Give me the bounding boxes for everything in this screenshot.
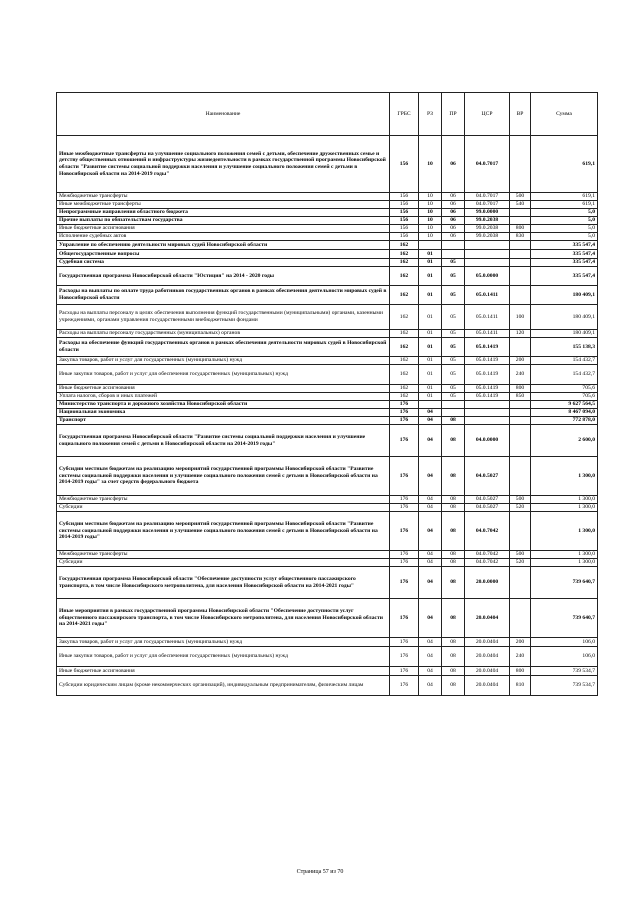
cell-name: Расходы на выплаты по оплате труда работников государственных органов в рамках обеспечения деятельности мировых судей в Новосибирской области xyxy=(57,286,390,305)
cell-csr xyxy=(465,409,510,417)
cell-grbs: 162 xyxy=(390,338,419,357)
cell-pr: 08 xyxy=(442,567,465,599)
cell-sum: 106,0 xyxy=(531,638,598,647)
cell-name: Межбюджетные трансферты xyxy=(57,551,390,559)
cell-pr: 08 xyxy=(442,504,465,512)
cell-rz: 01 xyxy=(419,357,442,365)
cell-rz: 10 xyxy=(419,217,442,225)
cell-pr: 06 xyxy=(442,217,465,225)
cell-vr xyxy=(510,512,531,551)
column-header-name: Наименование xyxy=(57,93,390,136)
cell-sum: 619,1 xyxy=(531,136,598,193)
table-row xyxy=(57,401,598,409)
cell-pr: 08 xyxy=(442,512,465,551)
cell-grbs: 176 xyxy=(390,457,419,496)
cell-sum: 154 432,7 xyxy=(531,365,598,385)
cell-name: Расходы на выплаты персоналу в целях обеспечения выполнения функций государственными (муниципальными) органами, казенными учреждениями, органами управления государственными внебюджетными фондами xyxy=(57,305,390,330)
cell-vr: 500 xyxy=(510,496,531,504)
table-header-row xyxy=(57,93,598,136)
cell-pr: 05 xyxy=(442,330,465,338)
cell-sum: 2 600,0 xyxy=(531,425,598,457)
cell-name: Иные бюджетные ассигнования xyxy=(57,667,390,676)
cell-name: Иные мероприятия в рамках государственной программы Новосибирской области "Обеспечение доступности услуг общественного пассажирского транспорта, в том числе Новосибирского метрополитена, для населения Новосибирской области на 2014-2021 годы" xyxy=(57,599,390,638)
cell-vr xyxy=(510,599,531,638)
table-row xyxy=(57,365,598,385)
cell-csr: 05.0.1411 xyxy=(465,305,510,330)
cell-rz: 10 xyxy=(419,193,442,201)
cell-grbs: 156 xyxy=(390,217,419,225)
cell-vr xyxy=(510,250,531,259)
cell-pr: 05 xyxy=(442,267,465,286)
cell-grbs: 176 xyxy=(390,401,419,409)
table-row xyxy=(57,136,598,193)
column-header-csr: ЦСР xyxy=(465,93,510,136)
table-row xyxy=(57,201,598,209)
cell-name: Межбюджетные трансферты xyxy=(57,496,390,504)
cell-name: Государственная программа Новосибирской области "Обеспечение доступности услуг общественного пассажирского транспорта, в том числе Новосибирского метрополитена, для населения Новосибирской области на 2014-2021 годы" xyxy=(57,567,390,599)
cell-grbs: 162 xyxy=(390,385,419,393)
cell-csr: 04.0.0000 xyxy=(465,425,510,457)
cell-name: Иные бюджетные ассигнования xyxy=(57,385,390,393)
cell-rz: 01 xyxy=(419,305,442,330)
cell-sum: 1 300,0 xyxy=(531,512,598,551)
cell-name: Субсидии местным бюджетам на реализацию мероприятий государственной программы Новосибирской области "Развитие системы социальной поддержки населения и улучшение социального положения семей с детьми в Новосибирской области на 2014-2019 годы" xyxy=(57,512,390,551)
cell-grbs: 162 xyxy=(390,250,419,259)
cell-grbs: 176 xyxy=(390,559,419,567)
cell-sum: 106,0 xyxy=(531,647,598,667)
table-row xyxy=(57,267,598,286)
cell-grbs: 176 xyxy=(390,504,419,512)
cell-grbs: 156 xyxy=(390,233,419,241)
cell-pr: 05 xyxy=(442,286,465,305)
cell-csr: 04.0.7042 xyxy=(465,559,510,567)
cell-sum: 8 467 094,0 xyxy=(531,409,598,417)
cell-sum: 5,0 xyxy=(531,209,598,217)
cell-rz: 04 xyxy=(419,417,442,425)
cell-grbs: 156 xyxy=(390,136,419,193)
cell-pr: 08 xyxy=(442,559,465,567)
cell-name: Закупка товаров, работ и услуг для государственных (муниципальных) нужд xyxy=(57,638,390,647)
column-header-vr: ВР xyxy=(510,93,531,136)
table-row xyxy=(57,330,598,338)
cell-csr: 05.0.1419 xyxy=(465,338,510,357)
cell-sum: 739 534,7 xyxy=(531,667,598,676)
cell-csr: 05.0.1411 xyxy=(465,286,510,305)
cell-vr xyxy=(510,401,531,409)
table-row xyxy=(57,393,598,401)
cell-grbs: 156 xyxy=(390,225,419,233)
table-row xyxy=(57,233,598,241)
cell-pr: 08 xyxy=(442,496,465,504)
cell-vr: 520 xyxy=(510,559,531,567)
cell-pr: 06 xyxy=(442,193,465,201)
cell-rz: 01 xyxy=(419,365,442,385)
cell-name: Субсидии xyxy=(57,504,390,512)
table-row xyxy=(57,193,598,201)
cell-sum: 739 640,7 xyxy=(531,599,598,638)
cell-rz: 04 xyxy=(419,667,442,676)
cell-pr xyxy=(442,250,465,259)
cell-sum: 739 534,7 xyxy=(531,676,598,696)
cell-sum: 1 300,0 xyxy=(531,559,598,567)
cell-vr: 200 xyxy=(510,638,531,647)
cell-sum: 154 432,7 xyxy=(531,357,598,365)
cell-pr: 06 xyxy=(442,201,465,209)
cell-rz: 04 xyxy=(419,599,442,638)
cell-vr xyxy=(510,457,531,496)
column-header-rz: РЗ xyxy=(419,93,442,136)
cell-csr: 20.0.0404 xyxy=(465,599,510,638)
cell-vr xyxy=(510,409,531,417)
cell-vr: 240 xyxy=(510,365,531,385)
cell-grbs: 162 xyxy=(390,393,419,401)
cell-name: Уплата налогов, сборов и иных платежей xyxy=(57,393,390,401)
cell-vr: 500 xyxy=(510,551,531,559)
cell-vr xyxy=(510,286,531,305)
cell-grbs: 176 xyxy=(390,409,419,417)
cell-grbs: 156 xyxy=(390,193,419,201)
cell-name: Субсидии xyxy=(57,559,390,567)
cell-csr: 05.0.1419 xyxy=(465,357,510,365)
cell-csr xyxy=(465,401,510,409)
cell-vr: 100 xyxy=(510,305,531,330)
cell-pr: 08 xyxy=(442,457,465,496)
cell-vr: 850 xyxy=(510,393,531,401)
cell-csr: 05.0.1411 xyxy=(465,330,510,338)
cell-sum: 180 409,1 xyxy=(531,286,598,305)
cell-csr: 05.0.1419 xyxy=(465,393,510,401)
cell-vr: 120 xyxy=(510,330,531,338)
cell-name: Судебная система xyxy=(57,259,390,267)
cell-rz xyxy=(419,401,442,409)
cell-name: Исполнение судебных актов xyxy=(57,233,390,241)
cell-rz: 04 xyxy=(419,567,442,599)
cell-pr: 08 xyxy=(442,638,465,647)
cell-rz xyxy=(419,241,442,250)
cell-grbs: 162 xyxy=(390,365,419,385)
cell-rz: 04 xyxy=(419,504,442,512)
cell-sum: 5,0 xyxy=(531,225,598,233)
table-row xyxy=(57,209,598,217)
cell-pr: 08 xyxy=(442,676,465,696)
cell-pr: 08 xyxy=(442,667,465,676)
cell-rz: 01 xyxy=(419,286,442,305)
table-row xyxy=(57,305,598,330)
table-row xyxy=(57,599,598,638)
table-row xyxy=(57,417,598,425)
cell-rz: 04 xyxy=(419,559,442,567)
cell-rz: 10 xyxy=(419,233,442,241)
cell-sum: 335 547,4 xyxy=(531,241,598,250)
cell-csr: 99.0.2038 xyxy=(465,233,510,241)
cell-vr xyxy=(510,259,531,267)
cell-csr: 04.0.5027 xyxy=(465,504,510,512)
table-row xyxy=(57,425,598,457)
cell-sum: 739 640,7 xyxy=(531,567,598,599)
cell-sum: 619,1 xyxy=(531,201,598,209)
cell-rz: 04 xyxy=(419,457,442,496)
cell-csr: 20.0.0404 xyxy=(465,638,510,647)
cell-vr xyxy=(510,217,531,225)
cell-grbs: 162 xyxy=(390,259,419,267)
cell-vr xyxy=(510,425,531,457)
cell-sum: 1 300,0 xyxy=(531,504,598,512)
column-header-sum: Сумма xyxy=(531,93,598,136)
cell-name: Иные межбюджетные трансферты xyxy=(57,201,390,209)
column-header-grbs: ГРБС xyxy=(390,93,419,136)
cell-csr: 20.0.0404 xyxy=(465,647,510,667)
cell-csr: 99.0.2038 xyxy=(465,225,510,233)
cell-rz: 01 xyxy=(419,330,442,338)
table-row xyxy=(57,457,598,496)
column-header-pr: ПР xyxy=(442,93,465,136)
cell-sum: 619,1 xyxy=(531,193,598,201)
table-row xyxy=(57,250,598,259)
cell-name: Субсидии местным бюджетам на реализацию мероприятий государственной программы Новосибирской области "Развитие системы социальной поддержки населения и улучшение социального положения семей с детьми в Новосибирской области на 2014-2019 годы" за счет средств федерального бюджета xyxy=(57,457,390,496)
cell-name: Иные закупки товаров, работ и услуг для обеспечения государственных (муниципальных) нужд xyxy=(57,647,390,667)
cell-name: Расходы на обеспечение функций государственных органов в рамках обеспечения деятельности мировых судей в Новосибирской области xyxy=(57,338,390,357)
cell-csr: 05.0.1419 xyxy=(465,385,510,393)
cell-name: Министерство транспорта и дорожного хозяйства Новосибирской области xyxy=(57,401,390,409)
cell-name: Иные бюджетные ассигнования xyxy=(57,225,390,233)
cell-sum: 335 547,4 xyxy=(531,259,598,267)
page-number: Страница 57 из 70 xyxy=(296,869,344,875)
table-row xyxy=(57,567,598,599)
table-row xyxy=(57,667,598,676)
cell-grbs: 162 xyxy=(390,267,419,286)
cell-csr xyxy=(465,259,510,267)
table-row xyxy=(57,559,598,567)
cell-sum: 1 300,0 xyxy=(531,457,598,496)
cell-pr: 05 xyxy=(442,259,465,267)
table-row xyxy=(57,385,598,393)
cell-grbs: 176 xyxy=(390,512,419,551)
cell-rz: 10 xyxy=(419,209,442,217)
cell-vr: 830 xyxy=(510,233,531,241)
cell-rz: 01 xyxy=(419,267,442,286)
cell-csr xyxy=(465,417,510,425)
cell-sum: 5,0 xyxy=(531,217,598,225)
cell-name: Иные закупки товаров, работ и услуг для обеспечения государственных (муниципальных) нужд xyxy=(57,365,390,385)
cell-grbs: 176 xyxy=(390,667,419,676)
cell-pr: 08 xyxy=(442,425,465,457)
cell-name: Государственная программа Новосибирской области "Развитие системы социальной поддержки населения и улучшение социального положения семей с детьми в Новосибирской области на 2014-2019 годы" xyxy=(57,425,390,457)
cell-grbs: 162 xyxy=(390,241,419,250)
cell-pr: 08 xyxy=(442,647,465,667)
cell-name: Государственная программа Новосибирской области "Юстиция" на 2014 - 2020 годы xyxy=(57,267,390,286)
cell-sum: 772 878,0 xyxy=(531,417,598,425)
cell-csr: 04.0.7042 xyxy=(465,512,510,551)
cell-csr xyxy=(465,241,510,250)
cell-csr xyxy=(465,250,510,259)
cell-csr: 99.0.0000 xyxy=(465,209,510,217)
cell-sum: 180 409,1 xyxy=(531,330,598,338)
table-row xyxy=(57,286,598,305)
cell-grbs: 176 xyxy=(390,647,419,667)
cell-rz: 04 xyxy=(419,638,442,647)
cell-sum: 1 300,0 xyxy=(531,496,598,504)
table-row xyxy=(57,357,598,365)
cell-sum: 180 409,1 xyxy=(531,305,598,330)
cell-grbs: 162 xyxy=(390,305,419,330)
table-row xyxy=(57,241,598,250)
cell-rz: 04 xyxy=(419,551,442,559)
budget-table xyxy=(56,92,598,696)
table-row xyxy=(57,225,598,233)
cell-csr: 04.0.7042 xyxy=(465,551,510,559)
cell-vr: 200 xyxy=(510,357,531,365)
cell-vr xyxy=(510,567,531,599)
cell-sum: 1 300,0 xyxy=(531,551,598,559)
cell-pr: 05 xyxy=(442,338,465,357)
cell-vr: 500 xyxy=(510,193,531,201)
cell-grbs: 156 xyxy=(390,209,419,217)
cell-csr: 04.0.5027 xyxy=(465,496,510,504)
cell-name: Иные межбюджетные трансферты на улучшение социального положения семей с детьми, обеспечение дружественных семье и детству общественных отношений и инфраструктуры жизнедеятельности в рамках государственной программы Новосибирской области "Развитие системы социальной поддержки населения и улучшение социального положения семей с детьми в Новосибирской области на 2014-2019 годы" xyxy=(57,136,390,193)
cell-rz: 10 xyxy=(419,136,442,193)
cell-rz: 04 xyxy=(419,409,442,417)
cell-sum: 335 547,4 xyxy=(531,267,598,286)
cell-rz: 01 xyxy=(419,385,442,393)
cell-vr: 810 xyxy=(510,676,531,696)
cell-rz: 01 xyxy=(419,338,442,357)
cell-pr xyxy=(442,409,465,417)
cell-name: Общегосударственные вопросы xyxy=(57,250,390,259)
cell-pr: 06 xyxy=(442,225,465,233)
cell-csr: 99.0.2038 xyxy=(465,217,510,225)
cell-vr xyxy=(510,209,531,217)
cell-csr: 04.0.7017 xyxy=(465,193,510,201)
cell-grbs: 162 xyxy=(390,286,419,305)
cell-vr: 800 xyxy=(510,667,531,676)
budget-table-sheet xyxy=(56,92,597,696)
table-body xyxy=(57,136,598,696)
table-row xyxy=(57,496,598,504)
table-row xyxy=(57,512,598,551)
table-row xyxy=(57,647,598,667)
cell-sum: 155 138,3 xyxy=(531,338,598,357)
cell-grbs: 156 xyxy=(390,201,419,209)
cell-grbs: 176 xyxy=(390,676,419,696)
cell-vr xyxy=(510,417,531,425)
cell-name: Непрограммные направления областного бюджета xyxy=(57,209,390,217)
cell-csr: 20.0.0404 xyxy=(465,667,510,676)
cell-rz: 04 xyxy=(419,425,442,457)
cell-rz: 04 xyxy=(419,496,442,504)
cell-pr: 05 xyxy=(442,357,465,365)
cell-grbs: 176 xyxy=(390,425,419,457)
table-row xyxy=(57,409,598,417)
cell-pr: 06 xyxy=(442,233,465,241)
cell-rz: 04 xyxy=(419,676,442,696)
cell-grbs: 162 xyxy=(390,357,419,365)
cell-vr: 240 xyxy=(510,647,531,667)
cell-rz: 04 xyxy=(419,512,442,551)
cell-csr: 20.0.0404 xyxy=(465,676,510,696)
cell-pr: 06 xyxy=(442,136,465,193)
cell-sum: 335 547,4 xyxy=(531,250,598,259)
cell-pr xyxy=(442,241,465,250)
cell-rz: 01 xyxy=(419,259,442,267)
cell-grbs: 176 xyxy=(390,567,419,599)
cell-csr: 04.0.5027 xyxy=(465,457,510,496)
cell-vr: 800 xyxy=(510,225,531,233)
cell-name: Управление по обеспечению деятельности мировых судей Новосибирской области xyxy=(57,241,390,250)
cell-csr: 04.0.7017 xyxy=(465,201,510,209)
cell-vr: 540 xyxy=(510,201,531,209)
cell-name: Транспорт xyxy=(57,417,390,425)
cell-name: Прочие выплаты по обязательствам государства xyxy=(57,217,390,225)
cell-rz: 01 xyxy=(419,393,442,401)
cell-pr: 08 xyxy=(442,551,465,559)
table-row xyxy=(57,638,598,647)
cell-sum: 705,6 xyxy=(531,385,598,393)
cell-name: Субсидии юридическим лицам (кроме некоммерческих организаций), индивидуальным предпринимателям, физическим лицам xyxy=(57,676,390,696)
cell-vr: 800 xyxy=(510,385,531,393)
cell-name: Расходы на выплаты персоналу государственных (муниципальных) органов xyxy=(57,330,390,338)
cell-csr: 05.0.0000 xyxy=(465,267,510,286)
cell-sum: 9 627 564,5 xyxy=(531,401,598,409)
cell-grbs: 176 xyxy=(390,551,419,559)
cell-pr xyxy=(442,401,465,409)
cell-sum: 705,6 xyxy=(531,393,598,401)
table-row xyxy=(57,217,598,225)
cell-name: Национальная экономика xyxy=(57,409,390,417)
cell-pr: 05 xyxy=(442,385,465,393)
cell-sum: 5,0 xyxy=(531,233,598,241)
cell-pr: 05 xyxy=(442,365,465,385)
cell-grbs: 176 xyxy=(390,417,419,425)
table-row xyxy=(57,338,598,357)
cell-grbs: 162 xyxy=(390,330,419,338)
table-row xyxy=(57,259,598,267)
cell-name: Межбюджетные трансферты xyxy=(57,193,390,201)
table-row xyxy=(57,676,598,696)
cell-csr: 04.0.7017 xyxy=(465,136,510,193)
cell-vr xyxy=(510,267,531,286)
cell-vr: 520 xyxy=(510,504,531,512)
cell-rz: 01 xyxy=(419,250,442,259)
cell-pr: 08 xyxy=(442,417,465,425)
cell-vr xyxy=(510,136,531,193)
cell-name: Закупка товаров, работ и услуг для государственных (муниципальных) нужд xyxy=(57,357,390,365)
cell-grbs: 176 xyxy=(390,638,419,647)
cell-rz: 10 xyxy=(419,225,442,233)
cell-rz: 10 xyxy=(419,201,442,209)
cell-grbs: 176 xyxy=(390,496,419,504)
cell-pr: 06 xyxy=(442,209,465,217)
cell-vr xyxy=(510,338,531,357)
cell-grbs: 176 xyxy=(390,599,419,638)
cell-vr xyxy=(510,241,531,250)
cell-pr: 05 xyxy=(442,393,465,401)
cell-pr: 05 xyxy=(442,305,465,330)
cell-pr: 08 xyxy=(442,599,465,638)
table-row xyxy=(57,551,598,559)
table-row xyxy=(57,504,598,512)
cell-csr: 20.0.0000 xyxy=(465,567,510,599)
cell-csr: 05.0.1419 xyxy=(465,365,510,385)
cell-rz: 04 xyxy=(419,647,442,667)
